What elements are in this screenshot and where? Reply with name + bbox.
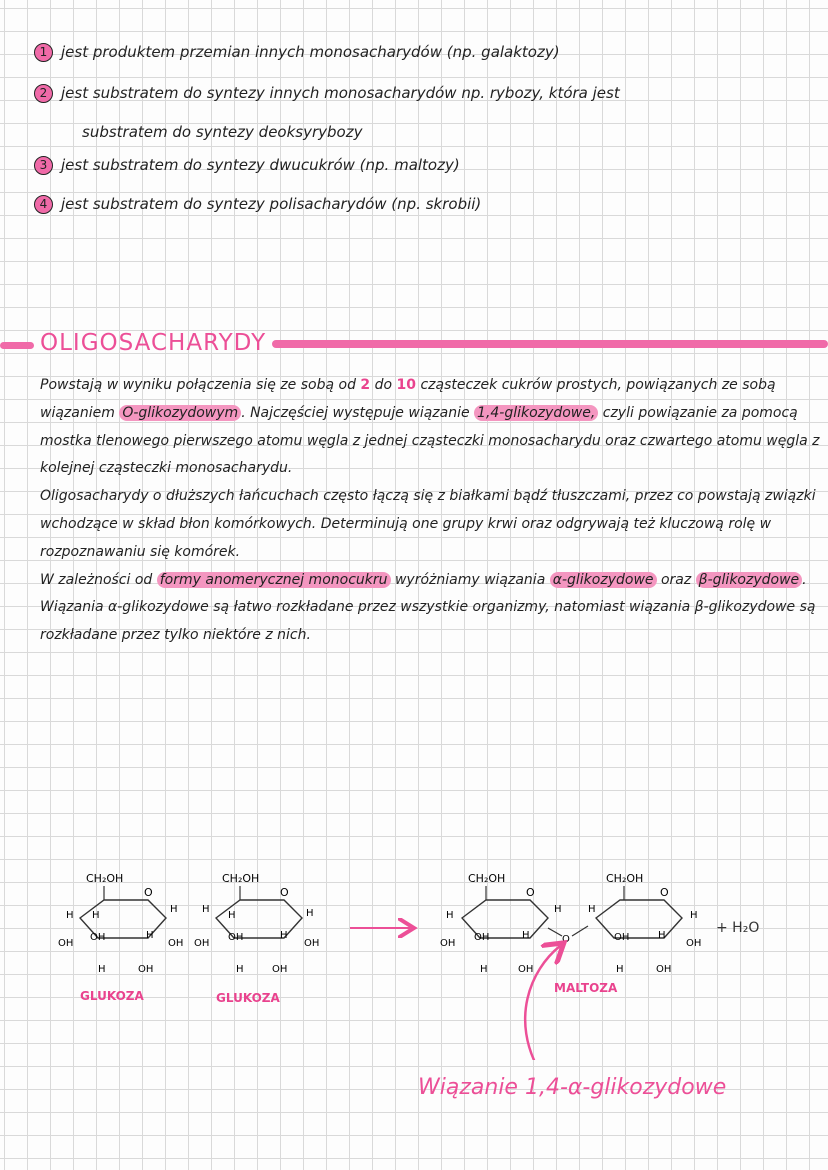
glucose-1-oh-a: OH [58, 938, 74, 949]
number-badge-2: 2 [34, 84, 53, 103]
maltose-bridge-o: O [562, 934, 570, 945]
section-bar-right [272, 340, 828, 348]
section-title: OLIGOSACHARYDY [40, 330, 267, 356]
list-item-1 [34, 42, 560, 62]
list-item-3-text: jest substratem do syntezy dwucukrów (np. maltozy) [61, 156, 460, 174]
list-item-2-continuation: substratem do syntezy deoksyrybozy [82, 123, 363, 141]
highlight-alfa-glikozydowe: α-glikozydowe [550, 572, 657, 588]
list-item-4-text: jest substratem do syntezy polisacharydów (np. skrobii) [61, 195, 482, 213]
number-badge-1: 1 [34, 43, 53, 62]
p3-text-3: oraz [656, 571, 696, 588]
highlight-beta-glikozydowe: β-glikozydowe [696, 572, 802, 588]
maltose-h-h: H [616, 964, 624, 975]
p1-text-5: czyli powiązanie za pomocą mostka tlenowego pierwszego atomu węgla z jednej cząsteczki monosacharydu oraz czwartego atomu węgla z kolejnej cząsteczki monosacharydu. [40, 404, 820, 477]
maltose-ch2oh-b: CH₂OH [606, 872, 644, 885]
glucose-1-ring-o: O [144, 886, 153, 899]
list-item-4 [34, 194, 481, 214]
p1-number-2: 2 [360, 377, 371, 393]
byproduct-water: + H₂O [716, 920, 760, 936]
number-badge-3: 3 [34, 156, 53, 175]
glucose-1-oh-d: OH [138, 964, 154, 975]
glucose-1-oh-b: OH [90, 932, 106, 943]
maltose-h-f: H [658, 930, 666, 941]
glucose-1-h-e: H [98, 964, 106, 975]
paragraph-1 [40, 372, 820, 483]
glucose-2-oh-d: OH [272, 964, 288, 975]
maltose-oh-b: OH [474, 932, 490, 943]
glucose-1-h-a: H [66, 910, 74, 921]
number-badge-4: 4 [34, 195, 53, 214]
glucose-2-h-e: H [236, 964, 244, 975]
p1-text-3: cząsteczek cukrów prostych, powiązanych ze sobą wiązaniem [40, 377, 776, 421]
label-maltoza: MALTOZA [554, 981, 618, 995]
maltose-h-a: H [446, 910, 454, 921]
maltose-h-g: H [690, 910, 698, 921]
glucose-2-h-a: H [202, 904, 210, 915]
glucose-2-h-d: H [280, 930, 288, 941]
maltose-h-b: H [522, 930, 530, 941]
maltose-oh-f: OH [656, 964, 672, 975]
maltose-oh-d: OH [614, 932, 630, 943]
glucose-2-structure [194, 872, 319, 1005]
glucose-2-ch2oh: CH₂OH [222, 872, 260, 885]
label-glukoza-2: GLUKOZA [216, 991, 280, 1005]
glucose-2-h-c: H [306, 908, 314, 919]
glucose-1-oh-c: OH [168, 938, 184, 949]
p3-text-2: wyróżniamy wiązania [390, 571, 550, 588]
label-glukoza-1: GLUKOZA [80, 989, 144, 1003]
glucose-2-oh-a: OH [194, 938, 210, 949]
maltose-oh-e: OH [686, 938, 702, 949]
list-item-3 [34, 155, 460, 175]
maltose-ring-o-b: O [660, 886, 669, 899]
maltose-structure [440, 872, 701, 995]
section-bar-left [0, 342, 34, 349]
glucose-1-ch2oh: CH₂OH [86, 872, 124, 885]
p1-number-10: 10 [396, 377, 417, 393]
glucose-1-h-d: H [146, 930, 154, 941]
body-text [40, 372, 820, 650]
glucose-2-oh-c: OH [304, 938, 320, 949]
maltose-oh-c: OH [518, 964, 534, 975]
highlight-forma-anomeryczna: formy anomerycznej monocukru [157, 572, 391, 588]
maltose-ch2oh-a: CH₂OH [468, 872, 506, 885]
maltose-h-e: H [588, 904, 596, 915]
glucose-2-h-b: H [228, 910, 236, 921]
glucose-2-ring-o: O [280, 886, 289, 899]
glucose-1-structure [58, 872, 183, 1003]
p1-text-1: Powstają w wyniku połączenia się ze sobą od [40, 377, 361, 393]
maltose-ring-o-a: O [526, 886, 535, 899]
highlight-1-4-glikozydowe: 1,4-glikozydowe, [474, 405, 598, 421]
maltose-oh-a: OH [440, 938, 456, 949]
maltose-h-c: H [480, 964, 488, 975]
highlight-o-glikozydowym: O-glikozydowym [119, 405, 241, 421]
maltose-h-d: H [554, 904, 562, 915]
paragraph-2: Oligosacharydy o dłuższych łańcuchach często łączą się z białkami bądź tłuszczami, przez co powstają związki wchodzące w skład błon komórkowych. Determinują one grupy krwi oraz odgrywają też kluczową rolę w rozpoznawaniu się komórek. [40, 488, 816, 560]
glucose-2-oh-b: OH [228, 932, 244, 943]
reaction-diagram [0, 860, 828, 1060]
p1-text-2: do [370, 377, 397, 393]
p3-text-4: . Wiązania α-glikozydowe są łatwo rozkładane przez wszystkie organizmy, natomiast wiązania β-glikozydowe są rozkładane przez tylko niektóre z nich. [40, 571, 816, 644]
list-item-2-text: jest substratem do syntezy innych monosacharydów np. rybozy, która jest [61, 84, 620, 102]
p3-text-1: W zależności od [40, 571, 157, 588]
list-item-1-text: jest produktem przemian innych monosacharydów (np. galaktozy) [61, 43, 560, 61]
glucose-1-h-c: H [170, 904, 178, 915]
bond-caption: Wiązanie 1,4-α-glikozydowe [418, 1075, 727, 1100]
paragraph-3 [40, 567, 820, 650]
list-item-2 [34, 83, 620, 103]
p1-text-4: . Najczęściej występuje wiązanie [241, 404, 475, 421]
glucose-1-h-b: H [92, 910, 100, 921]
